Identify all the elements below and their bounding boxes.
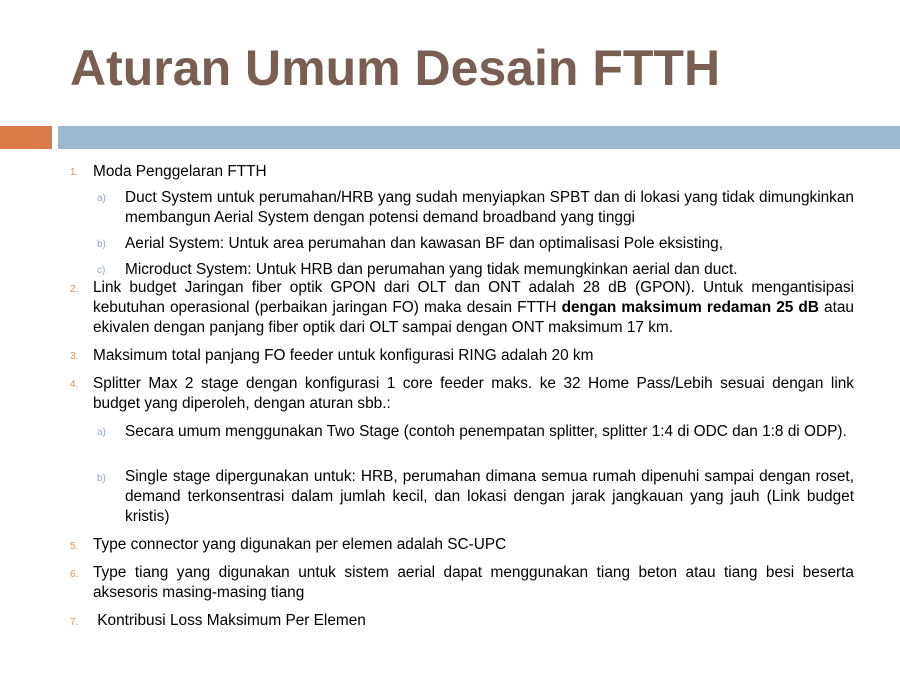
list-marker: 3.: [70, 351, 79, 362]
list-item: Type connector yang digunakan per elemen adalah SC-UPC: [93, 536, 507, 553]
sub-list-item: Secara umum menggunakan Two Stage (contoh penempatan splitter, splitter 1:4 di ODC dan 1:8 di ODP).: [125, 423, 847, 440]
sub-list-marker: a): [97, 193, 106, 204]
sub-list-marker: a): [97, 427, 106, 438]
item-text: Link budget Jaringan fiber optik GPON dari OLT dan ONT adalah 28 dB (GPON). Untuk mengantisipasi kebutuhan operasional (perbaikan jaringan FO) maka desain FTTH: [93, 279, 854, 316]
list-item: Type tiang yang digunakan untuk sistem aerial dapat menggunakan tiang beton atau tiang besi beserta aksesoris masing-masing tiang: [93, 564, 854, 601]
list-marker: 2.: [70, 284, 79, 295]
list-marker: 6.: [70, 569, 79, 580]
list-marker: 1.: [70, 167, 79, 178]
list-item: Kontribusi Loss Maksimum Per Elemen: [93, 612, 366, 629]
sub-list-item: Microduct System: Untuk HRB dan perumahan yang tidak memungkinkan aerial dan duct.: [125, 261, 738, 278]
list-marker: 4.: [70, 379, 79, 390]
sub-list-marker: c): [97, 265, 106, 276]
list-item: [93, 278, 854, 338]
sub-list-marker: b): [97, 239, 106, 250]
sub-list-item: Single stage dipergunakan untuk: HRB, perumahan dimana semua rumah dipenuhi sampai dengan roset, demand terkonsentrasi dalam jumlah kecil, dan lokasi dengan jarak jangkauan yang jauh (Link budget kristis): [125, 468, 854, 525]
list-item: Splitter Max 2 stage dengan konfigurasi 1 core feeder maks. ke 32 Home Pass/Lebih sesuai dengan link budget yang diperoleh, dengan aturan sbb.:: [93, 375, 854, 412]
list-item: Moda Penggelaran FTTH: [93, 163, 267, 180]
item-text-bold: dengan maksimum redaman 25 dB: [561, 299, 819, 316]
list-marker: 7.: [70, 617, 79, 628]
slide-title: Aturan Umum Desain FTTH: [70, 40, 721, 96]
list-item: Maksimum total panjang FO feeder untuk konfigurasi RING adalah 20 km: [93, 347, 594, 364]
list-marker: 5.: [70, 541, 79, 552]
sub-list-item: Duct System untuk perumahan/HRB yang sudah menyiapkan SPBT dan di lokasi yang tidak dimungkinkan membangun Aerial System dengan potensi demand broadband yang tinggi: [125, 189, 854, 226]
sub-list-marker: b): [97, 473, 106, 484]
item-text: atau ekivalen dengan panjang fiber optik dari OLT sampai dengan ONT maksimum 17 km.: [93, 299, 854, 336]
sub-list-item: Aerial System: Untuk area perumahan dan kawasan BF dan optimalisasi Pole eksisting,: [125, 235, 723, 252]
